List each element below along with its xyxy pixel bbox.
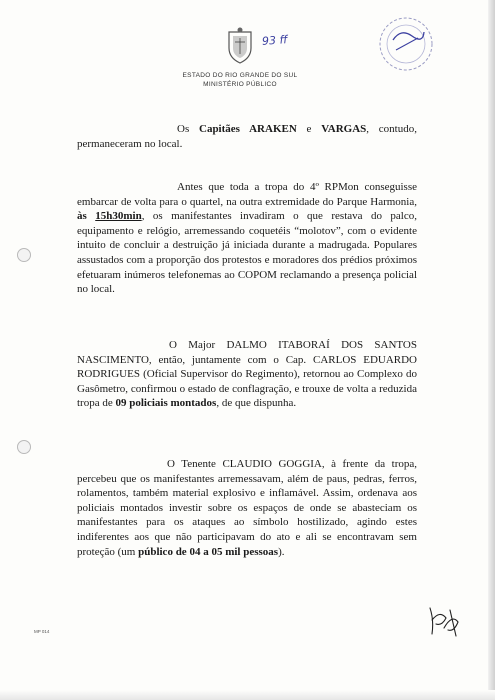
binder-hole-bottom: [17, 440, 31, 454]
p3-pre: O Major DALMO ITABORAÍ DOS SANTOS NASCIMENTO, então, juntamente com o Cap. CARLOS EDUARDO RODRIGUES (Oficial Supervisor do Regimento), retornou ao Complexo do Gasômetro, confirmou o estado de conflagração, e trouxe de volta a reduzida tropa de: [77, 339, 417, 410]
p2-space: [87, 210, 95, 222]
footer-form-code: MP 014: [34, 629, 50, 634]
p4-post: ).: [278, 545, 285, 558]
p2-bold-as: às: [77, 210, 87, 223]
p1-bold-vargas: VARGAS: [321, 123, 367, 135]
p4-pre: O Tenente CLAUDIO GOGGIA, à frente da tropa, percebeu que os manifestantes arremessavam, além de paus, pedras, ferros, rolamentos, também material explosivo e inflamável. Assim, ordenava aos policiais montados investir sobre os espaços de onde se abasteciam os manifestantes para os ataques ao símbolo hostilizado, agindo estes indiferentes aos que não participavam do ato e ali se encontravam sem proteção (um: [77, 458, 417, 558]
paragraph-4: [77, 457, 417, 559]
p4-bold-public: público de 04 a 05 mil pessoas: [138, 545, 279, 558]
scan-edge-shadow: [488, 0, 495, 700]
paragraph-1: [77, 122, 417, 151]
p1-bold-captains: Capitães ARAKEN: [199, 123, 297, 135]
p1-pre: Os: [177, 123, 199, 135]
p2-post: , os manifestantes invadiram o que restava do palco, equipamento e relógio, arremessando coquetéis “molotov”, com o evidente intuito de concluir a destruição já iniciada durante a madrugada. Populares assustados com a proporção dos protestos e moradores dos prédios próximos efetuaram inúmeros telefonemas ao COPOM reclamando a presença policial no local.: [77, 210, 417, 296]
p2-pre: Antes que toda a tropa do 4º RPMon conseguisse embarcar de volta para o quartel, na outra extremidade do Parque Harmonia,: [77, 181, 417, 208]
binder-hole-top: [17, 248, 31, 262]
p3-post: , de que dispunha.: [216, 397, 297, 410]
p1-post: , contudo, permaneceram no local.: [77, 123, 417, 150]
paragraph-2: [77, 180, 417, 297]
header-state: ESTADO DO RIO GRANDE DO SUL: [182, 72, 298, 79]
header-ministry: MINISTÉRIO PÚBLICO: [203, 81, 277, 88]
p2-bold-time: 15h30min: [95, 210, 142, 223]
scan-bottom-shadow: [0, 690, 495, 700]
p3-bold-police: 09 policiais montados: [115, 397, 217, 410]
page-number-stamp: 93 ff: [261, 33, 288, 48]
p1-mid: e: [296, 123, 322, 135]
handwritten-initials-signature: [420, 600, 470, 640]
paragraph-3: [77, 338, 417, 411]
coat-of-arms-icon: [225, 26, 255, 66]
round-seal-stamp-icon: [368, 10, 438, 80]
